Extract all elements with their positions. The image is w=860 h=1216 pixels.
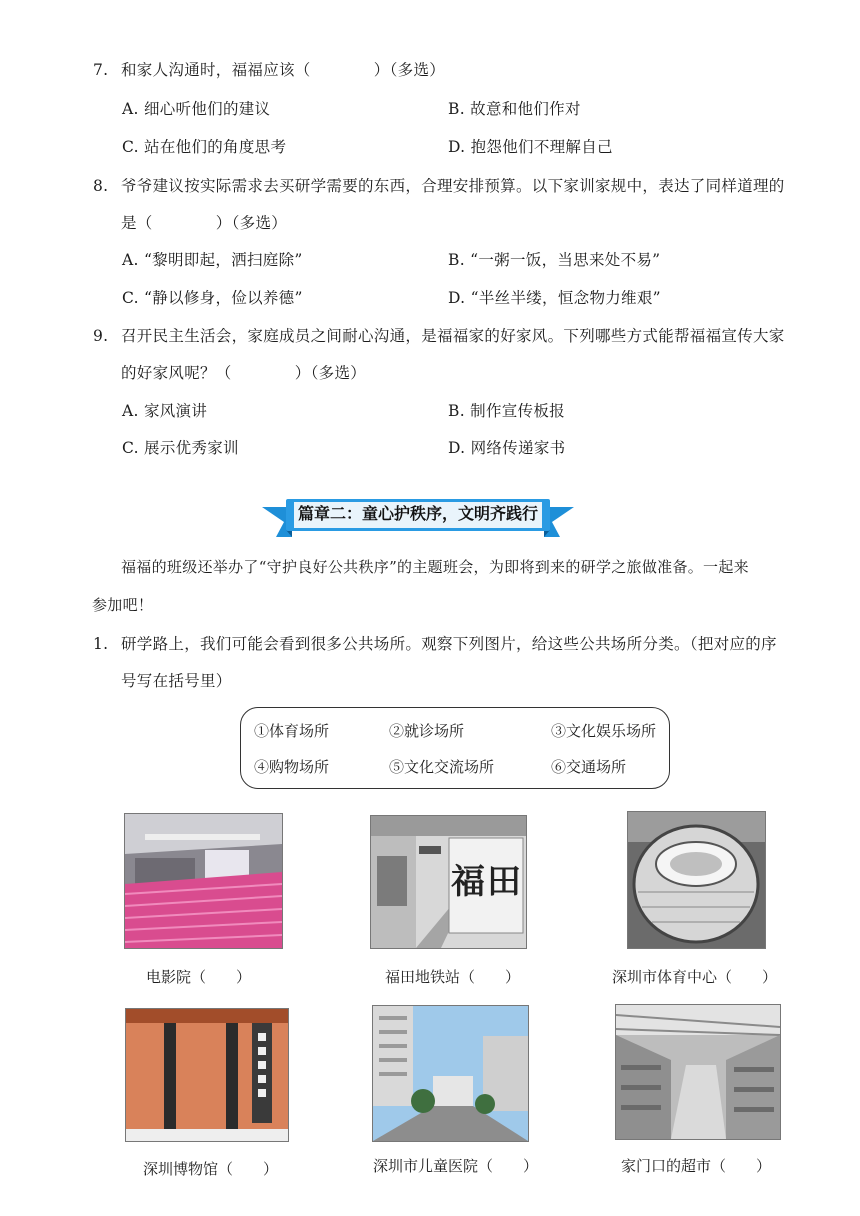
question-text: 爷爷建议按实际需求去买研学需要的东西，合理安排预算。以下家训家规中，表达了同样道理的 — [121, 177, 785, 195]
place-caption: 家门口的超市（ ） — [621, 1157, 772, 1175]
question-number: 8. — [93, 177, 109, 195]
sports-center-photo — [627, 811, 766, 949]
category-item: ⑤文化交流场所 — [389, 758, 495, 776]
category-item: ⑥交通场所 — [551, 758, 627, 776]
chapter-intro-cont: 参加吧！ — [92, 596, 154, 614]
question-text: 和家人沟通时，福福应该（ ）（多选） — [121, 61, 446, 79]
option-d: D. 网络传递家书 — [448, 439, 566, 457]
category-box — [240, 707, 670, 789]
category-item: ①体育场所 — [254, 722, 330, 740]
option-a: A. 细心听他们的建议 — [122, 100, 271, 118]
place-caption: 电影院（ ） — [146, 968, 252, 986]
category-item: ②就诊场所 — [389, 722, 465, 740]
option-b: B. 制作宣传板报 — [448, 402, 565, 420]
place-caption: 深圳市儿童医院（ ） — [373, 1157, 539, 1175]
question-text: 召开民主生活会，家庭成员之间耐心沟通，是福福家的好家风。下列哪些方式能帮福福宣传大家 — [121, 327, 785, 345]
category-item: ④购物场所 — [254, 758, 330, 776]
place-caption: 福田地铁站（ ） — [385, 968, 521, 986]
question-1 — [93, 632, 777, 654]
option-c: C. “静以修身，俭以养德” — [122, 289, 303, 307]
question-text-cont: 号写在括号里） — [121, 672, 232, 690]
option-b: B. 故意和他们作对 — [448, 100, 581, 118]
chapter-title: 篇章二：童心护秩序，文明齐践行 — [297, 504, 538, 523]
option-b: B. “一粥一饭，当思来处不易” — [448, 251, 661, 269]
option-c: C. 展示优秀家训 — [122, 439, 239, 457]
option-d: D. 抱怨他们不理解自己 — [448, 138, 613, 156]
option-c: C. 站在他们的角度思考 — [122, 138, 287, 156]
question-number: 1. — [93, 635, 109, 653]
hospital-photo — [372, 1005, 529, 1142]
supermarket-photo — [615, 1004, 781, 1140]
option-a: A. “黎明即起，洒扫庭除” — [122, 251, 303, 269]
metro-photo — [370, 815, 527, 949]
chapter-banner — [262, 497, 574, 539]
museum-photo — [125, 1008, 289, 1142]
question-text-cont: 是（ ）（多选） — [121, 214, 288, 232]
metro-sign-text: 福田 — [451, 862, 523, 902]
question-9 — [93, 324, 785, 346]
chapter-intro: 福福的班级还举办了“守护良好公共秩序”的主题班会，为即将到来的研学之旅做准备。一起来 — [121, 558, 749, 576]
cinema-photo — [124, 813, 283, 949]
question-7 — [93, 58, 445, 80]
question-8 — [93, 174, 785, 196]
option-a: A. 家风演讲 — [122, 402, 208, 420]
place-caption: 深圳市体育中心（ ） — [612, 968, 778, 986]
question-number: 9. — [93, 327, 109, 345]
place-caption: 深圳博物馆（ ） — [143, 1160, 279, 1178]
question-text: 研学路上，我们可能会看到很多公共场所。观察下列图片，给这些公共场所分类。（把对应的序 — [121, 635, 777, 653]
category-item: ③文化娱乐场所 — [551, 722, 657, 740]
question-number: 7. — [93, 61, 109, 79]
option-d: D. “半丝半缕，恒念物力维艰” — [448, 289, 661, 307]
question-text-cont: 的好家风呢？（ ）（多选） — [121, 364, 367, 382]
